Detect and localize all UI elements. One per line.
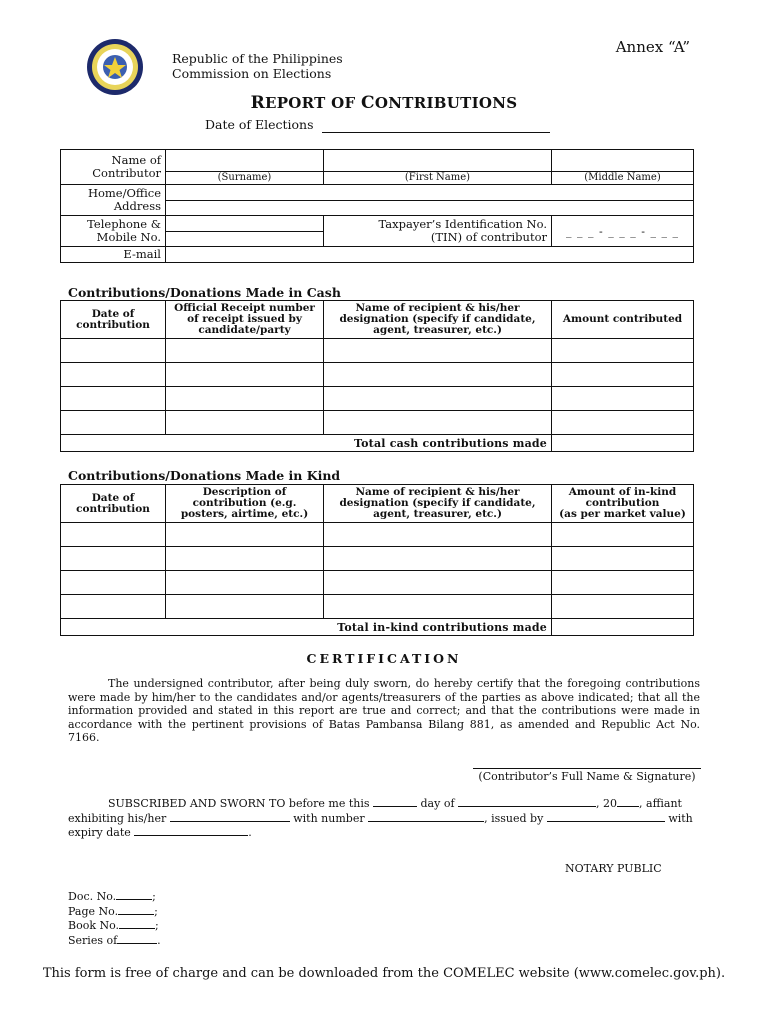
table-row xyxy=(61,523,694,547)
agency-header xyxy=(172,51,343,81)
address-field-line2[interactable] xyxy=(166,201,694,216)
first-name-field[interactable] xyxy=(324,150,552,172)
kind-total-label: Total in-kind contributions made xyxy=(61,619,552,636)
email-field[interactable] xyxy=(166,247,694,263)
id-number-field[interactable] xyxy=(368,811,484,822)
sworn-statement: SUBSCRIBED AND SWORN TO before me this day of , 20 , affiant exhibiting his/her with number , issued by with expiry date . xyxy=(68,797,693,839)
first-name-caption: (First Name) xyxy=(324,172,552,185)
kind-col-description: Description of contribution (e.g. posters, airtime, etc.) xyxy=(166,485,324,523)
expiry-date-field[interactable] xyxy=(134,825,248,836)
agency-line-republic: Republic of the Philippines xyxy=(172,51,343,66)
date-of-elections-label: Date of Elections xyxy=(205,117,314,132)
series-field[interactable] xyxy=(117,933,157,944)
cash-section-title: Contributions/Donations Made in Cash xyxy=(68,285,341,300)
telephone-field[interactable] xyxy=(166,216,324,232)
address-label: Home/Office Address xyxy=(61,185,166,216)
kind-col-amount: Amount of in-kind contribution (as per market value) xyxy=(552,485,694,523)
cash-col-receipt: Official Receipt number of receipt issued by candidate/party xyxy=(166,301,324,339)
kind-col-date: Date of contribution xyxy=(61,485,166,523)
phone-label: Telephone & Mobile No. xyxy=(61,216,166,247)
cash-total-field[interactable] xyxy=(552,435,694,452)
cash-total-label: Total cash contributions made xyxy=(61,435,552,452)
table-row xyxy=(61,387,694,411)
sworn-month-field[interactable] xyxy=(458,796,596,807)
kind-col-recipient: Name of recipient & his/her designation (specify if candidate, agent, treasurer, etc.) xyxy=(324,485,552,523)
table-row xyxy=(61,339,694,363)
sworn-day-field[interactable] xyxy=(373,796,417,807)
id-type-field[interactable] xyxy=(170,811,290,822)
table-row xyxy=(61,363,694,387)
comelec-seal-icon xyxy=(86,38,144,96)
signature-caption: (Contributor’s Full Name & Signature) xyxy=(478,770,696,783)
table-row xyxy=(61,595,694,619)
annex-label: Annex “A” xyxy=(615,38,690,56)
book-no-field[interactable] xyxy=(119,918,155,929)
notarial-register: Doc. No. ; Page No. ; Book No. ; Series of . xyxy=(68,890,161,947)
kind-total-field[interactable] xyxy=(552,619,694,636)
tin-label: Taxpayer’s Identification No. (TIN) of contributor xyxy=(324,216,552,247)
sworn-year-field[interactable] xyxy=(617,796,639,807)
notary-public-label: NOTARY PUBLIC xyxy=(565,862,662,875)
issued-by-field[interactable] xyxy=(547,811,665,822)
agency-line-comelec: Commission on Elections xyxy=(172,66,332,81)
date-of-elections-field[interactable] xyxy=(322,132,550,133)
cash-col-amount: Amount contributed xyxy=(552,301,694,339)
name-label: Name of Contributor xyxy=(61,150,166,185)
doc-no-field[interactable] xyxy=(116,889,152,900)
kind-contributions-table xyxy=(60,484,694,636)
table-row xyxy=(61,411,694,435)
mobile-field[interactable] xyxy=(166,232,324,247)
footer-note: This form is free of charge and can be downloaded from the COMELEC website (www.comelec.gov.ph). xyxy=(42,966,726,981)
surname-caption: (Surname) xyxy=(166,172,324,185)
cash-col-date: Date of contribution xyxy=(61,301,166,339)
middle-name-caption: (Middle Name) xyxy=(552,172,694,185)
certification-text: The undersigned contributor, after being duly sworn, do hereby certify that the foregoing contributions were made by him/her to the candidates and/or agents/treasurers of the parties as above indicated; that all the information provided and stated in this report are true and correct; and that the contributions were made in accordance with the pertinent provisions of Batas Pambansa Bilang 881, as amended and Republic Act No. 7166. xyxy=(68,677,700,744)
kind-section-title: Contributions/Donations Made in Kind xyxy=(68,468,341,483)
contributor-info-table xyxy=(60,149,694,263)
page-title: REPORT OF CONTRIBUTIONS xyxy=(250,93,518,113)
cash-col-recipient: Name of recipient & his/her designation (specify if candidate, agent, treasurer, etc.) xyxy=(324,301,552,339)
table-row xyxy=(61,571,694,595)
page-no-field[interactable] xyxy=(118,904,154,915)
surname-field[interactable] xyxy=(166,150,324,172)
email-label: E-mail xyxy=(61,247,166,263)
middle-name-field[interactable] xyxy=(552,150,694,172)
cash-contributions-table xyxy=(60,300,694,452)
signature-line[interactable] xyxy=(473,768,701,769)
certification-title: CERTIFICATION xyxy=(306,651,462,666)
address-field-line1[interactable] xyxy=(166,185,694,201)
table-row xyxy=(61,547,694,571)
tin-field[interactable]: _ _ _ - _ _ _ - _ _ _ xyxy=(552,216,694,247)
